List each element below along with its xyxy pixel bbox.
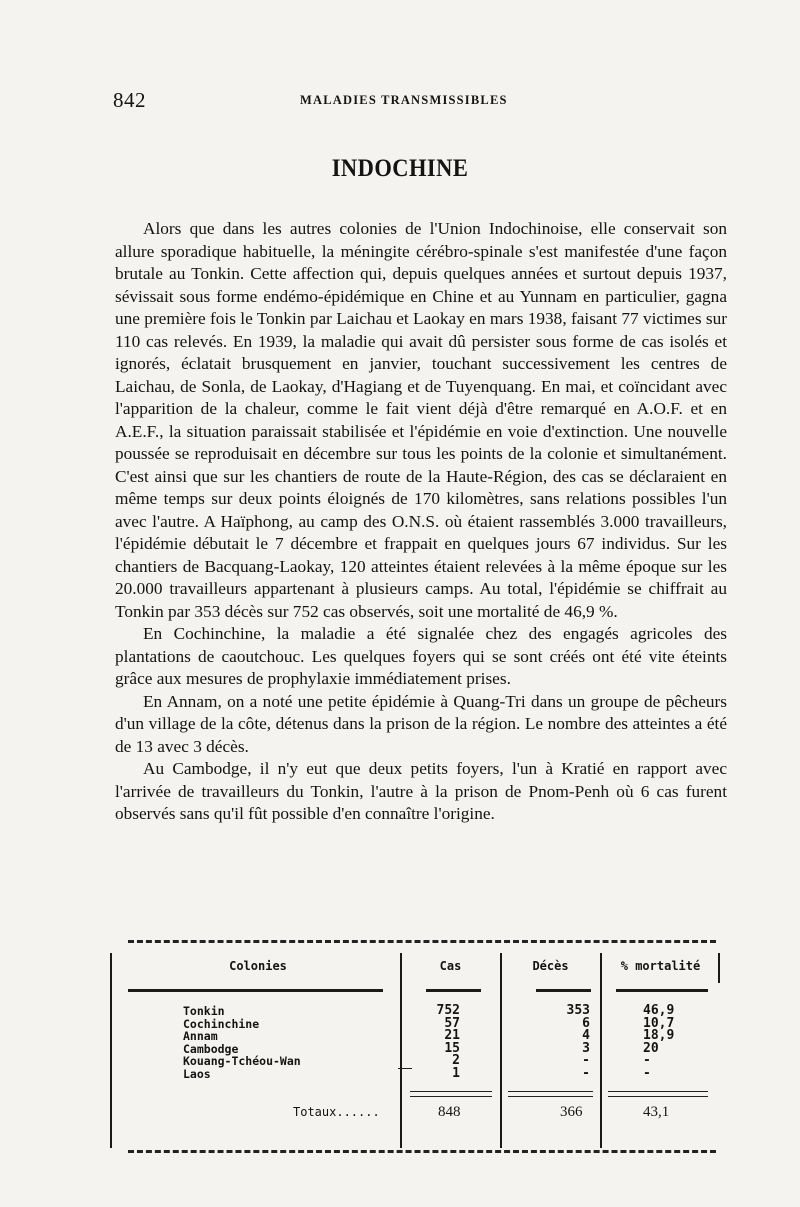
- table-cell: 57: [444, 1015, 460, 1031]
- header-rule: [536, 989, 591, 992]
- totals-deces: 366: [560, 1104, 583, 1120]
- body-text: [115, 218, 727, 826]
- table-cell: 10,7: [643, 1015, 675, 1031]
- paragraph: Alors que dans les autres colonies de l'Union Indochinoise, elle conservait son allure sporadique habituelle, la méningite cérébro-spinale s'est manifestée d'une façon brutale au Tonkin. Cette affection qui, depuis quelques années et surtout depuis 1937, sévissait sous forme endémo-épidémique en Chine et au Yunnam en particulier, gagna une première fois le Tonkin par Laichau et Laokay en mars 1938, faisant 77 victimes sur 110 cas relevés. En 1939, la maladie qui avait dû persister sous forme de cas isolés et ignorés, éclatait brusquement en janvier, touchant successivement les centres de Laichau, de Sonla, de Laokay, d'Hagiang et de Tuyenquang. En mai, et coïncidant avec l'apparition de la chaleur, comme le fait vient déjà d'être remarqué en A.O.F. et en A.E.F., la situation paraissait stabilisée et l'épidémie en voie d'extinction. Une nouvelle poussée se reproduisait en décembre sur tous les points de la colonie et simultanément. C'est ainsi que sur les chantiers de route de la Haute-Région, des cas se déclaraient en même temps sur deux points éloignés de 170 kilomètres, sans relations possibles l'un avec l'autre. A Haïphong, au camp des O.N.S. où étaient rassemblés 3.000 travailleurs, l'épidémie débutait le 7 décembre et frappait en quelques jours 67 individus. Sur les chantiers de Bacquang-Laokay, 120 atteintes étaient relevées à la même époque sur les 20.000 travailleurs appartenant à plusieurs camps. Au total, l'épidémie se chiffrait au Tonkin par 353 décès sur 752 cas observés, soit une mortalité de 46,9 %.: [115, 219, 727, 621]
- header-rule: [128, 989, 383, 992]
- totals-rule: [508, 1091, 593, 1097]
- statistics-table: [108, 935, 724, 1160]
- table-cell: Laos: [183, 1066, 211, 1081]
- paragraph: En Annam, on a noté une petite épidémie à Quang-Tri dans un groupe de pêcheurs d'un village de la côte, détenus dans la prison de la région. Le nombre des atteintes a été de 13 avec 3 décès.: [115, 691, 727, 756]
- table-cell: 1: [452, 1065, 460, 1081]
- paragraph: Au Cambodge, il n'y eut que deux petits foyers, l'un à Kratié en rapport avec l'arrivée de travailleurs du Tonkin, l'autre à la prison de Pnom-Penh où 6 cas furent observés sans qu'il fût possible d'en connaître l'origine.: [115, 759, 727, 823]
- table-cell: 4: [582, 1028, 590, 1043]
- cas-column: [428, 1005, 460, 1080]
- table-cell: -: [643, 1065, 651, 1081]
- table-cell: -: [643, 1053, 651, 1068]
- totals-rule: [410, 1091, 492, 1097]
- paragraph: En Cochinchine, la maladie a été signalée chez des engagés agricoles des plantations de caoutchouc. Les quelques foyers qui se sont créés ont été vite éteints grâce aux mesures de prophylaxie immédiatement prises.: [115, 624, 727, 688]
- table-cell: 353: [566, 1003, 590, 1018]
- table-divider: [600, 953, 602, 1148]
- table-cell: 2: [452, 1053, 460, 1068]
- table-cell: 6: [582, 1015, 590, 1031]
- table-cell: 3: [582, 1040, 590, 1056]
- table-cell: 46,9: [643, 1003, 675, 1018]
- header-mortalite: % mortalité: [620, 959, 701, 973]
- header-rule: [616, 989, 708, 992]
- table-cell: 21: [444, 1028, 460, 1043]
- table-cell: Annam: [183, 1029, 218, 1043]
- table-cell: 15: [444, 1040, 460, 1056]
- totals-cas: 848: [438, 1104, 461, 1120]
- page-number: 842: [113, 88, 146, 112]
- table-cell: -: [582, 1065, 590, 1081]
- table-cell: 18,9: [643, 1028, 675, 1043]
- header-colonies: Colonies: [229, 959, 287, 973]
- mortalite-column: [643, 1005, 683, 1080]
- colonies-column: [183, 1005, 301, 1080]
- table-cell: Tonkin: [183, 1004, 225, 1018]
- table-cell: Kouang-Tchéou-Wan: [183, 1054, 301, 1068]
- table-cell: 20: [643, 1040, 659, 1056]
- table-right-border: [718, 953, 720, 983]
- table-cell: Cochinchine: [183, 1016, 260, 1031]
- header-deces: Décès: [532, 959, 569, 973]
- running-head: MALADIES TRANSMISSIBLES: [300, 93, 508, 107]
- table-left-border: [110, 953, 112, 1148]
- header-rule: [426, 989, 481, 992]
- table-tick-mark: [398, 1068, 412, 1069]
- totals-rule: [608, 1091, 708, 1097]
- totals-mortalite: 43,1: [643, 1104, 670, 1120]
- table-cell: Cambodge: [183, 1041, 239, 1056]
- table-divider: [500, 953, 502, 1148]
- table-cell: -: [582, 1053, 590, 1068]
- table-divider: [400, 953, 402, 1148]
- totals-label: Totaux......: [293, 1105, 380, 1119]
- section-title: INDOCHINE: [331, 155, 469, 182]
- table-cell: 752: [436, 1003, 460, 1018]
- header-cas: Cas: [439, 959, 462, 973]
- deces-column: [558, 1005, 590, 1080]
